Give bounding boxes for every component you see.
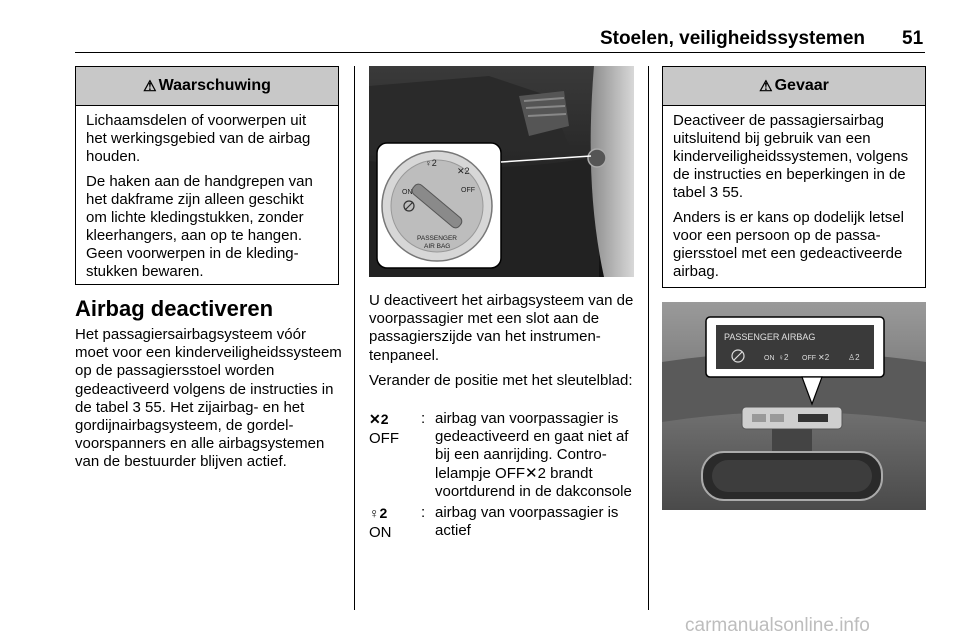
page-number: 51 xyxy=(902,28,924,49)
warning-paragraph: Lichaamsdelen of voorwerpen uit het werkingsgebied van de airbag houden. xyxy=(86,112,311,165)
console-passenger-airbag-label: PASSENGER AIRBAG xyxy=(724,332,816,342)
warning-triangle-icon: ⚠ xyxy=(143,78,157,95)
svg-text:✕2: ✕2 xyxy=(818,353,830,362)
switch-on-label: ON xyxy=(402,189,413,196)
warning-box-header xyxy=(76,67,338,106)
danger-triangle-icon: ⚠ xyxy=(759,78,773,95)
danger-body xyxy=(663,106,925,281)
column-divider-left xyxy=(354,66,355,610)
switch-positions-list xyxy=(369,410,635,545)
console-on-label: ON xyxy=(764,355,775,362)
roof-console-photo xyxy=(662,302,926,510)
list-description: airbag van voorpassagier is gedeactiveerd en gaat niet af bij een aanrijding. Controlelampje OFF✕2 brandt voortdurend in de dakconsole xyxy=(435,410,632,500)
airbag-on-icon: ♀2 xyxy=(369,505,388,522)
running-header-title: Stoelen, veiligheidssystemen xyxy=(599,28,865,49)
header-divider xyxy=(75,52,925,53)
roof-console-illustration xyxy=(662,302,926,510)
list-item: ✕2 OFF : airbag van voorpassagier is gedeactiveerd en gaat niet af bij een aanrijding. Controlelampje OFF✕2 brandt voortdurend in de dakconsole xyxy=(369,410,635,501)
svg-text:✕2: ✕2 xyxy=(457,166,470,176)
list-item: ♀2 ON : airbag van voorpassagier is actief xyxy=(369,504,635,542)
list-term: ON xyxy=(369,524,392,542)
danger-heading: Gevaar xyxy=(774,77,829,94)
danger-paragraph: Deactiveer de passagiersairbag uitsluitend bij gebruik van een kinderveiligheidssystemen, volgens de instructies en beperkingen in de tabel 3 55. xyxy=(673,112,909,201)
column-divider-right xyxy=(648,66,649,610)
warning-heading: Waarschuwing xyxy=(158,77,271,94)
airbag-switch-photo xyxy=(369,66,634,277)
section-title: Airbag deactiveren xyxy=(75,296,274,321)
watermark: carmanualsonline.info xyxy=(685,615,870,636)
console-off-label: OFF xyxy=(802,355,816,362)
danger-box xyxy=(662,66,926,288)
airbag-off-icon: ✕2 xyxy=(369,411,389,427)
switch-passenger-label: PASSENGER xyxy=(417,235,457,242)
danger-paragraph: Anders is er kans op dodelijk letsel voor een persoon op de passagiersstoel met een gedeactiveerde airbag. xyxy=(673,209,904,280)
section-paragraph: Het passagiersairbagsysteem vóór moet voor een kinderveiligheidssysteem op de passagiersstoel worden gedeactiveerd volgens de instructies in de tabel 3 55. Het zijairbag- en het gordijnairbagsysteem, de gordelvoorspanners en alle airbagsystemen van de bestuurder blijven actief. xyxy=(75,326,342,471)
svg-text:♙2: ♙2 xyxy=(848,353,860,362)
middle-text xyxy=(369,292,639,397)
section-body xyxy=(75,326,343,479)
middle-paragraph-1: U deactiveert het airbagsysteem van de voorpassagier met een slot aan de passagierszijde van het instrumentenpaneel. xyxy=(369,292,634,364)
warning-box xyxy=(75,66,339,285)
airbag-switch-illustration xyxy=(369,66,634,277)
switch-airbag-label: AIR BAG xyxy=(424,243,451,250)
middle-paragraph-2: Verander de positie met het sleutelblad: xyxy=(369,371,633,389)
list-description: airbag van voorpassagier is actief xyxy=(435,504,619,540)
switch-off-label: OFF xyxy=(461,187,475,194)
list-term: OFF xyxy=(369,430,399,447)
svg-text:♀2: ♀2 xyxy=(778,353,789,362)
danger-box-header xyxy=(663,67,925,106)
warning-body xyxy=(76,106,338,281)
svg-text:♀2: ♀2 xyxy=(425,158,437,168)
warning-paragraph: De haken aan de handgrepen van het dakframe zijn alleen geschikt om lichte kledingstukken, zonder kleerhangers, aan op te hangen. Geen voorwerpen in de kledingstukken bewaren. xyxy=(86,173,313,280)
